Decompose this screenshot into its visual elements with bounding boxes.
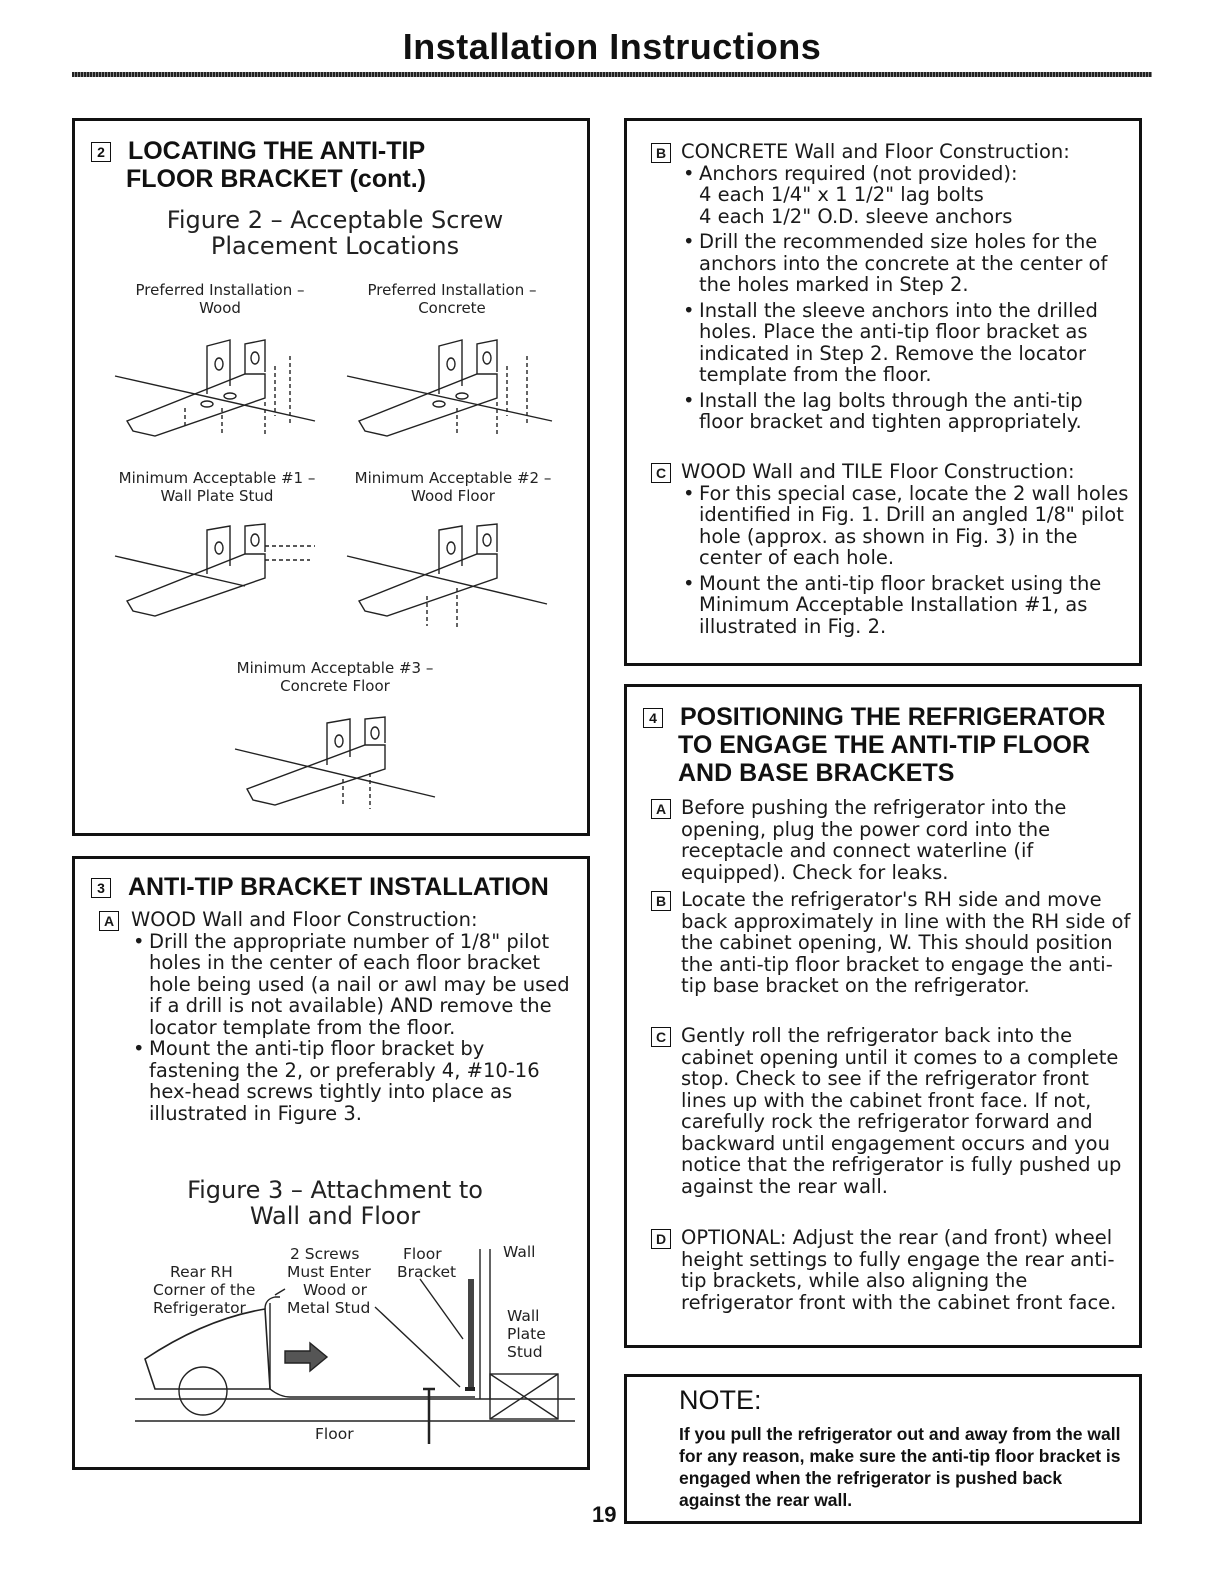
label-floor-bracket-line1: Floor <box>403 1245 442 1263</box>
caption-line: Wood <box>199 299 241 317</box>
step-number-4: 4 <box>643 708 663 728</box>
label-wall-plate-stud-line3: Stud <box>507 1343 543 1361</box>
section-3-title: ANTI-TIP BRACKET INSTALLATION <box>127 873 549 901</box>
caption-minimum-3 <box>215 659 455 695</box>
label-screws-line2: Must Enter <box>287 1263 371 1281</box>
section-3-b <box>655 140 1131 433</box>
label-c-icon: C <box>651 463 671 483</box>
label-b-icon: B <box>651 143 671 163</box>
caption-line: Minimum Acceptable #2 – <box>354 469 552 487</box>
caption-line: Wall Plate Stud <box>160 487 274 505</box>
section-2-title-line2: FLOOR BRACKET (cont.) <box>126 165 426 193</box>
section-3-b-bullet-3: • Install the sleeve anchors into the drilled holes. Place the anti-tip floor bracket as indicated in Step 2. Remove the locator template from the floor. <box>681 300 1131 386</box>
figure-2-title-line2: Placement Locations <box>210 232 460 260</box>
caption-line: Preferred Installation – <box>367 281 537 299</box>
section-3-b-bullet-1-line3: 4 each 1/2" O.D. sleeve anchors <box>699 204 1013 228</box>
note-box <box>624 1374 1142 1524</box>
bracket-illustration-preferred-concrete <box>347 336 557 446</box>
section-3-a <box>103 908 575 1125</box>
label-c-icon: C <box>651 1027 671 1047</box>
bracket-illustration-preferred-wood <box>115 336 325 446</box>
section-3-c-bullet-1: • For this special case, locate the 2 wall holes identified in Fig. 1. Drill an angled 1/8" pilot hole (approx. as shown in Fig. 3) in the center of each hole. <box>681 483 1131 569</box>
label-b-icon: B <box>651 891 671 911</box>
section-4-title-line1: POSITIONING THE REFRIGERATOR <box>679 703 1106 731</box>
section-4-c <box>655 1024 1131 1198</box>
section-4-box <box>624 684 1142 1348</box>
page-title: Installation Instructions <box>402 26 822 67</box>
page-number: 19 <box>592 1502 617 1527</box>
section-4-b-text: Locate the refrigerator's RH side and move back approximately in line with the RH side of the cabinet opening, W. This should position the anti-tip floor bracket to engage the anti-tip base bracket on the refrigerator. <box>681 888 1131 997</box>
caption-line: Minimum Acceptable #1 – <box>118 469 316 487</box>
label-wall-plate-stud-line2: Plate <box>507 1325 546 1343</box>
label-floor-bracket-line2: Bracket <box>397 1263 457 1281</box>
bracket-illustration-minimum-2 <box>347 526 557 646</box>
label-a-icon: A <box>99 911 119 931</box>
label-a-icon: A <box>651 799 671 819</box>
section-4-heading <box>643 703 1105 787</box>
caption-line: Wood Floor <box>411 487 495 505</box>
section-3-a-title: WOOD Wall and Floor Construction: <box>131 908 478 931</box>
note-text: If you pull the refrigerator out and away from the wall for any reason, make sure the anti-tip floor bracket is engaged when the refrigerator is pushed back against the rear wall. <box>679 1424 1121 1510</box>
figure-2-title-line1: Figure 2 – Acceptable Screw <box>166 206 504 234</box>
section-3-b-bullet-1: • Anchors required (not provided): <box>681 163 1131 185</box>
label-screws-line1: 2 Screws <box>290 1245 360 1263</box>
section-3-b-bullet-2: • Drill the recommended size holes for the anchors into the concrete at the center of the holes marked in Step 2. <box>681 231 1131 296</box>
section-2-box <box>72 118 590 836</box>
section-3-c <box>655 460 1131 638</box>
step-number-3: 3 <box>91 878 111 898</box>
figure-3-title-line2: Wall and Floor <box>249 1202 421 1230</box>
step-number-2: 2 <box>91 142 111 162</box>
label-screws-line3: Wood or <box>303 1281 368 1299</box>
section-4-a-text: Before pushing the refrigerator into the opening, plug the power cord into the receptacle and connect waterline (if equipped). Check for leaks. <box>681 796 1067 884</box>
section-3-b-bullet-1-line2: 4 each 1/4" x 1 1/2" lag bolts <box>699 183 984 206</box>
caption-line: Concrete <box>418 299 486 317</box>
section-3-b-bullet-4: • Install the lag bolts through the anti-tip floor bracket and tighten appropriately. <box>681 390 1131 433</box>
label-d-icon: D <box>651 1229 671 1249</box>
caption-line: Concrete Floor <box>280 677 390 695</box>
note-title: NOTE: <box>679 1385 762 1415</box>
section-4-title-line3: AND BASE BRACKETS <box>678 759 955 787</box>
section-3-box <box>72 856 590 1470</box>
label-floor: Floor <box>315 1425 354 1443</box>
title-divider <box>72 72 1152 77</box>
section-3-continued-box <box>624 118 1142 666</box>
section-4-b <box>655 888 1131 997</box>
section-4-title-line2: TO ENGAGE THE ANTI-TIP FLOOR <box>678 731 1091 759</box>
section-2-heading <box>91 137 426 193</box>
section-4-d <box>655 1226 1131 1314</box>
section-4-c-text: Gently roll the refrigerator back into the cabinet opening until it comes to a complete stop. Check to see if the refrigerator front lines up with the cabinet front face. If not, carefully rock the refrigerator forward and backward until engagement occurs and you notice that the refrigerator is fully pushed up against the rear wall. <box>681 1024 1122 1198</box>
section-3-a-bullet-1: • Drill the appropriate number of 1/8" pilot holes in the center of each floor bracket hole being used (a nail or awl may be used if a drill is not available) AND remove the locator template from the floor. <box>131 931 575 1039</box>
section-4-d-text: OPTIONAL: Adjust the rear (and front) wheel height settings to fully engage the rear anti-tip brackets, while also aligning the refrigerator front with the cabinet front face. <box>681 1226 1117 1314</box>
label-rear-rh-line3: Refrigerator <box>153 1299 246 1317</box>
label-rear-rh-line2: Corner of the <box>153 1281 256 1299</box>
figure-3-illustration <box>75 1239 587 1469</box>
section-3-a-bullet-2: • Mount the anti-tip floor bracket by fastening the 2, or preferably 4, #10-16 hex-head screws tightly into place as illustrated in Figure 3. <box>131 1038 575 1124</box>
caption-preferred-concrete <box>337 281 567 317</box>
label-wall: Wall <box>503 1243 536 1261</box>
section-3-heading <box>91 873 549 901</box>
caption-preferred-wood <box>105 281 335 317</box>
caption-line: Preferred Installation – <box>135 281 305 299</box>
section-3-b-title: CONCRETE Wall and Floor Construction: <box>681 140 1070 163</box>
figure-2-title <box>125 207 545 259</box>
label-wall-plate-stud-line1: Wall <box>507 1307 540 1325</box>
section-3-c-title: WOOD Wall and TILE Floor Construction: <box>681 460 1075 483</box>
figure-3-title <box>105 1177 565 1229</box>
caption-line: Minimum Acceptable #3 – <box>236 659 434 677</box>
label-screws-line4: Metal Stud <box>287 1299 371 1317</box>
bracket-illustration-minimum-1 <box>115 526 325 636</box>
section-4-a <box>655 796 1131 884</box>
label-rear-rh-line1: Rear RH <box>170 1263 233 1281</box>
figure-3-title-line1: Figure 3 – Attachment to <box>187 1176 483 1204</box>
bracket-illustration-minimum-3 <box>235 719 445 819</box>
caption-minimum-1 <box>97 469 337 505</box>
section-2-title-line1: LOCATING THE ANTI-TIP <box>127 137 426 165</box>
section-3-c-bullet-2: • Mount the anti-tip floor bracket using the Minimum Acceptable Installation #1, as illustrated in Fig. 2. <box>681 573 1131 638</box>
caption-minimum-2 <box>333 469 573 505</box>
